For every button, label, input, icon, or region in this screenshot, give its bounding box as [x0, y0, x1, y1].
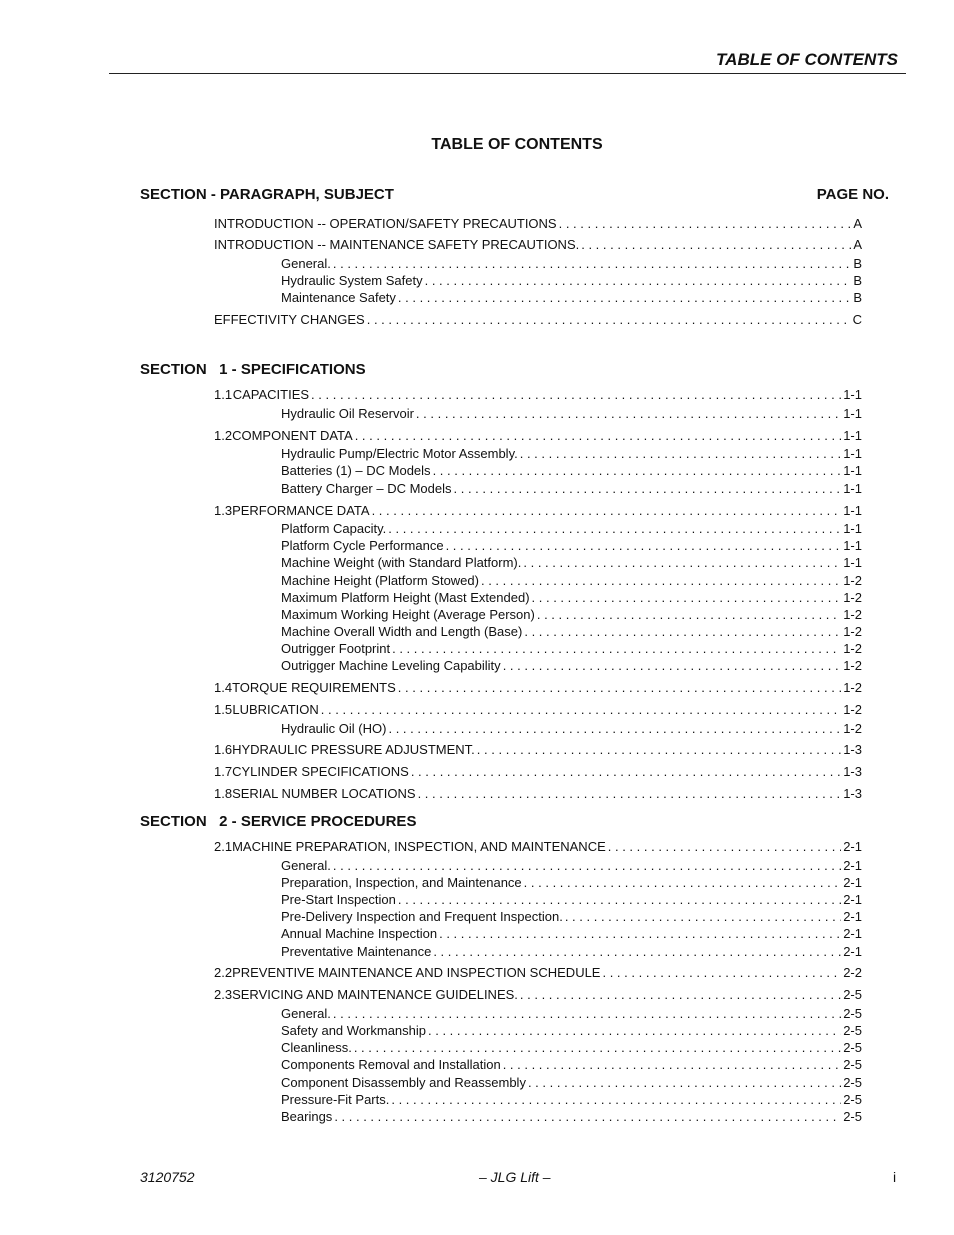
toc-entry-page: 1-2 [843, 721, 862, 736]
toc-entry-title: Pre-Delivery Inspection and Frequent Inspection. [281, 909, 563, 924]
dot-leader [602, 965, 841, 981]
toc-entry-page: 2-1 [843, 909, 862, 924]
toc-entry-page: 2-2 [843, 965, 862, 980]
toc-entry-number: 1.1 [214, 387, 233, 402]
running-header: TABLE OF CONTENTS [716, 50, 898, 69]
dot-leader [454, 481, 842, 497]
toc-entry-title: Component Disassembly and Reassembly [281, 1075, 526, 1090]
toc-entry-page: 1-2 [843, 641, 862, 656]
dot-leader [433, 944, 841, 960]
dot-leader [520, 987, 841, 1003]
toc-entry-title: MACHINE PREPARATION, INSPECTION, AND MAINTENANCE [232, 839, 606, 854]
toc-entry-title: SERVICING AND MAINTENANCE GUIDELINES. [232, 987, 518, 1002]
section-2-heading[interactable]: SECTION 2 - SERVICE PROCEDURES [140, 813, 417, 830]
toc-subentry[interactable] [281, 944, 862, 960]
toc-entry-title: CYLINDER SPECIFICATIONS [232, 764, 409, 779]
dot-leader [524, 624, 841, 640]
toc-entry-page: 1-2 [843, 590, 862, 605]
toc-entry-page: 1-1 [843, 555, 862, 570]
toc-entry-page: 1-1 [843, 428, 862, 443]
footer-doc-number: 3120752 [140, 1169, 195, 1185]
toc-entry-page: A [853, 237, 862, 252]
toc-entry-page: C [852, 312, 862, 327]
toc-entry-title: PREVENTIVE MAINTENANCE AND INSPECTION SCHEDULE [232, 965, 601, 980]
dot-leader [428, 1023, 841, 1039]
toc-entry[interactable] [214, 839, 862, 855]
toc-entry-number: 1.2 [214, 428, 233, 443]
dot-leader [528, 1075, 841, 1091]
toc-subentry[interactable] [281, 1040, 862, 1056]
toc-entry-page: 2-5 [843, 1023, 862, 1038]
toc-subentry[interactable] [281, 624, 862, 640]
toc-entry-title: Bearings [281, 1109, 333, 1124]
toc-entry[interactable] [214, 965, 862, 981]
dot-leader [354, 1040, 841, 1056]
toc-entry[interactable] [214, 237, 862, 253]
page-title: TABLE OF CONTENTS [431, 136, 603, 153]
toc-entry[interactable] [214, 387, 862, 403]
toc-entry-page: 2-5 [843, 1109, 862, 1124]
dot-leader [559, 216, 852, 232]
toc-subentry[interactable] [281, 1023, 862, 1039]
toc-subentry[interactable] [281, 909, 862, 925]
toc-subentry[interactable] [281, 1006, 862, 1022]
toc-entry-title: Hydraulic System Safety [281, 273, 423, 288]
toc-entry-number: 2.1 [214, 839, 233, 854]
toc-entry-title: Pressure-Fit Parts. [281, 1092, 390, 1107]
dot-leader [388, 721, 841, 737]
toc-entry-number: 1.7 [214, 764, 233, 779]
toc-entry-title: Hydraulic Pump/Electric Motor Assembly. [281, 446, 518, 461]
toc-subentry[interactable] [281, 1092, 862, 1108]
toc-entry-title: Preventative Maintenance [281, 944, 432, 959]
toc-entry-title: Preparation, Inspection, and Maintenance [281, 875, 522, 890]
toc-subentry[interactable] [281, 481, 862, 497]
toc-entry-page: 1-1 [843, 538, 862, 553]
toc-entry-title: Machine Overall Width and Length (Base) [281, 624, 523, 639]
toc-entry-page: A [853, 216, 862, 231]
toc-subentry[interactable] [281, 273, 862, 289]
toc-entry-title: Maximum Working Height (Average Person) [281, 607, 535, 622]
toc-entry-title: General. [281, 858, 331, 873]
toc-subentry[interactable] [281, 1075, 862, 1091]
toc-entry-title: Cleanliness. [281, 1040, 352, 1055]
dot-leader [391, 1092, 841, 1108]
toc-entry-page: 2-5 [843, 987, 862, 1002]
dot-leader [520, 446, 841, 462]
toc-entry-number: 1.8 [214, 786, 233, 801]
toc-entry-page: 1-1 [843, 463, 862, 478]
dot-leader [503, 658, 842, 674]
toc-entry-title: Outrigger Footprint [281, 641, 391, 656]
toc-entry-number: 1.6 [214, 742, 233, 757]
toc-entry-page: B [853, 273, 862, 288]
column-headings [140, 186, 889, 203]
toc-entry-page: 1-2 [843, 658, 862, 673]
toc-subentry[interactable] [281, 641, 862, 657]
toc-entry-title: Pre-Start Inspection [281, 892, 396, 907]
dot-leader [608, 839, 841, 855]
toc-entry-page: 2-1 [843, 875, 862, 890]
dot-leader [411, 764, 841, 780]
dot-leader [416, 406, 841, 422]
toc-entry-page: 1-1 [843, 406, 862, 421]
dot-leader [333, 858, 841, 874]
dot-leader [503, 1057, 842, 1073]
toc-entry[interactable] [214, 312, 862, 328]
toc-entry-page: 1-2 [843, 607, 862, 622]
toc-entry-page: 1-1 [843, 481, 862, 496]
dot-leader [446, 538, 842, 554]
toc-subentry[interactable] [281, 1057, 862, 1073]
toc-entry-page: 2-1 [843, 858, 862, 873]
toc-entry-title: Batteries (1) – DC Models [281, 463, 431, 478]
toc-entry-title: INTRODUCTION -- OPERATION/SAFETY PRECAUTIONS [214, 216, 557, 231]
toc-entry-page: 1-3 [843, 742, 862, 757]
toc-entry-page: 1-1 [843, 521, 862, 536]
toc-entry[interactable] [214, 987, 862, 1003]
footer-page-number: i [893, 1169, 897, 1185]
toc-entry-title: General. [281, 1006, 331, 1021]
dot-leader [425, 273, 852, 289]
toc-entry[interactable] [214, 786, 862, 802]
toc-entry-title: SERIAL NUMBER LOCATIONS [232, 786, 416, 801]
toc-entry-page: 2-1 [843, 839, 862, 854]
column-heading-subject: SECTION - PARAGRAPH, SUBJECT [140, 186, 394, 203]
dot-leader [524, 875, 842, 891]
toc-entry[interactable] [214, 216, 862, 232]
toc-entry-title: COMPONENT DATA [232, 428, 353, 443]
toc-subentry[interactable] [281, 555, 862, 571]
toc-entry-page: 1-2 [843, 702, 862, 717]
toc-entry-title: Battery Charger – DC Models [281, 481, 452, 496]
toc-entry-title: General. [281, 256, 331, 271]
toc-subentry[interactable] [281, 290, 862, 306]
toc-entry-page: 1-2 [843, 624, 862, 639]
toc-entry[interactable] [214, 428, 862, 444]
toc-entry-title: CAPACITIES [232, 387, 310, 402]
toc-subentry[interactable] [281, 658, 862, 674]
section-1-heading[interactable]: SECTION 1 - SPECIFICATIONS [140, 361, 366, 378]
toc-entry-number: 2.2 [214, 965, 233, 980]
dot-leader [392, 641, 841, 657]
toc-entry[interactable] [214, 702, 862, 718]
toc-entry-page: 2-1 [843, 892, 862, 907]
toc-entry-title: Hydraulic Oil (HO) [281, 721, 387, 736]
toc-entry-number: 1.5 [214, 702, 233, 717]
dot-leader [398, 680, 841, 696]
toc-entry-title: INTRODUCTION -- MAINTENANCE SAFETY PRECAUTIONS. [214, 237, 580, 252]
toc-entry[interactable] [214, 680, 862, 696]
toc-subentry[interactable] [281, 875, 862, 891]
toc-entry-number: 1.4 [214, 680, 233, 695]
toc-subentry[interactable] [281, 406, 862, 422]
column-heading-page: PAGE NO. [816, 186, 889, 203]
toc-entry-page: 1-1 [843, 503, 862, 518]
dot-leader [311, 387, 841, 403]
dot-leader [388, 521, 841, 537]
toc-entry-page: 2-5 [843, 1006, 862, 1021]
toc-entry-page: B [853, 290, 862, 305]
toc-subentry[interactable] [281, 446, 862, 462]
dot-leader [532, 590, 842, 606]
toc-entry-title: Safety and Workmanship [281, 1023, 426, 1038]
toc-entry-title: LUBRICATION [232, 702, 319, 717]
toc-entry-title: PERFORMANCE DATA [232, 503, 370, 518]
dot-leader [334, 1109, 841, 1125]
toc-entry-page: B [853, 256, 862, 271]
dot-leader [565, 909, 841, 925]
dot-leader [481, 573, 841, 589]
toc-subentry[interactable] [281, 892, 862, 908]
toc-entry-page: 1-2 [843, 680, 862, 695]
dot-leader [523, 555, 841, 571]
toc-subentry[interactable] [281, 573, 862, 589]
toc-entry-title: TORQUE REQUIREMENTS [232, 680, 396, 695]
toc-entry-title: Annual Machine Inspection [281, 926, 438, 941]
header-rule [109, 73, 906, 74]
dot-leader [372, 503, 842, 519]
toc-entry-title: Machine Height (Platform Stowed) [281, 573, 479, 588]
dot-leader [333, 256, 851, 272]
toc-subentry[interactable] [281, 858, 862, 874]
toc-entry-page: 1-1 [843, 387, 862, 402]
toc-entry-title: Maximum Platform Height (Mast Extended) [281, 590, 530, 605]
toc-entry-number: 1.3 [214, 503, 233, 518]
footer-center: – JLG Lift – [479, 1169, 551, 1185]
toc-subentry[interactable] [281, 538, 862, 554]
toc-entry-page: 2-5 [843, 1040, 862, 1055]
toc-entry-title: HYDRAULIC PRESSURE ADJUSTMENT. [232, 742, 475, 757]
toc-entry[interactable] [214, 742, 862, 758]
toc-entry-title: Machine Weight (with Standard Platform). [281, 555, 522, 570]
toc-entry-page: 2-5 [843, 1092, 862, 1107]
dot-leader [477, 742, 841, 758]
toc-entry-page: 1-1 [843, 446, 862, 461]
dot-leader [398, 290, 851, 306]
dot-leader [321, 702, 841, 718]
dot-leader [398, 892, 841, 908]
toc-entry-page: 2-1 [843, 944, 862, 959]
toc-entry-number: 2.3 [214, 987, 233, 1002]
toc-entry[interactable] [214, 764, 862, 780]
toc-subentry[interactable] [281, 926, 862, 942]
toc-entry-page: 2-1 [843, 926, 862, 941]
toc-entry-title: Platform Capacity. [281, 521, 387, 536]
dot-leader [355, 428, 842, 444]
toc-entry-title: Hydraulic Oil Reservoir [281, 406, 414, 421]
toc-subentry[interactable] [281, 463, 862, 479]
dot-leader [333, 1006, 841, 1022]
toc-subentry[interactable] [281, 521, 862, 537]
toc-entry-page: 1-2 [843, 573, 862, 588]
toc-entry-page: 2-5 [843, 1075, 862, 1090]
toc-entry-title: Components Removal and Installation [281, 1057, 501, 1072]
toc-entry-title: Outrigger Machine Leveling Capability [281, 658, 501, 673]
toc-subentry[interactable] [281, 721, 862, 737]
toc-entry-page: 1-3 [843, 764, 862, 779]
dot-leader [439, 926, 841, 942]
toc-entry-title: Maintenance Safety [281, 290, 396, 305]
toc-subentry[interactable] [281, 256, 862, 272]
toc-subentry[interactable] [281, 1109, 862, 1125]
dot-leader [537, 607, 841, 623]
dot-leader [581, 237, 851, 253]
dot-leader [367, 312, 851, 328]
toc-entry[interactable] [214, 503, 862, 519]
toc-entry-page: 2-5 [843, 1057, 862, 1072]
toc-subentry[interactable] [281, 590, 862, 606]
toc-entry-title: EFFECTIVITY CHANGES [214, 312, 365, 327]
toc-subentry[interactable] [281, 607, 862, 623]
dot-leader [418, 786, 842, 802]
toc-entry-page: 1-3 [843, 786, 862, 801]
dot-leader [433, 463, 842, 479]
toc-entry-title: Platform Cycle Performance [281, 538, 444, 553]
